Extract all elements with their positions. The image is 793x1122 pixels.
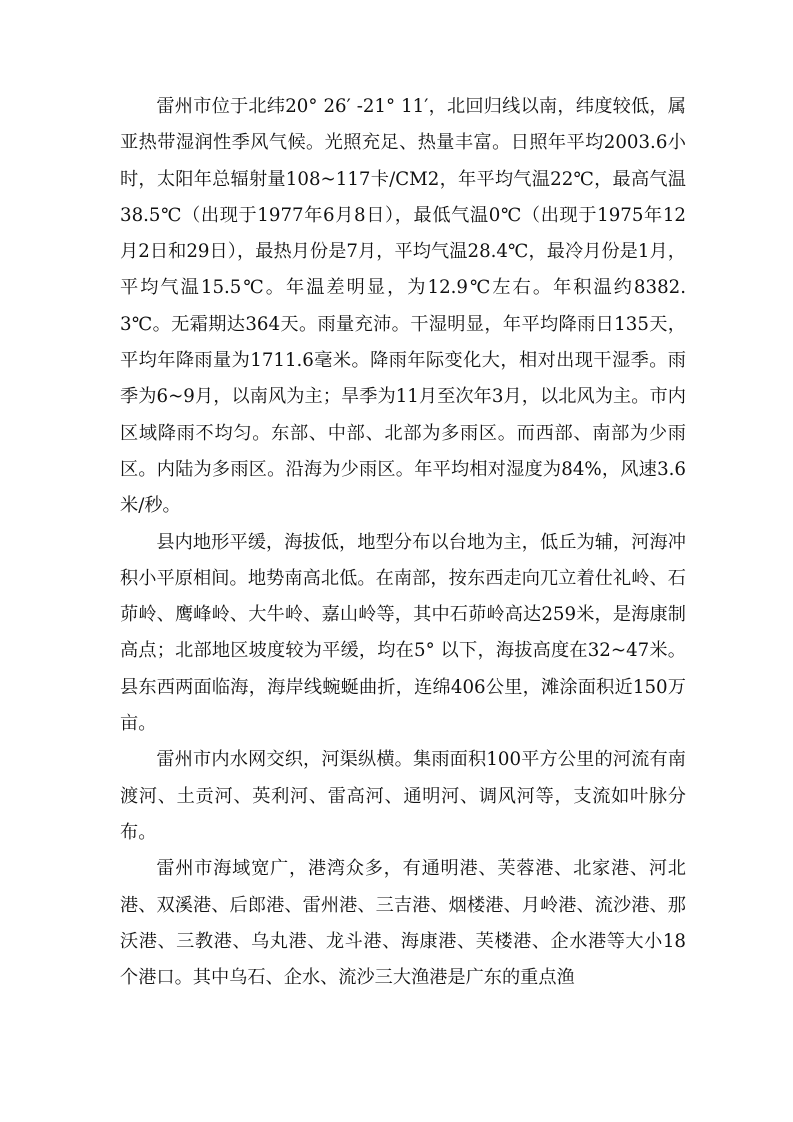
paragraph-terrain: 县内地形平缓，海拔低，地型分布以台地为主，低丘为辅，河海冲积小平原相间。地势南高北低。在南部，按东西走向兀立着仕礼岭、石茆岭、鹰峰岭、大牛岭、嘉山岭等，其中石茆岭高达259米，是海康制高点；北部地区坡度较为平缓，均在5° 以下，海拔高度在32~47米。县东西两面临海，海岸线蜿蜒曲折，连绵406公里，滩涂面积近150万亩。: [120, 531, 686, 735]
document-body: [120, 89, 686, 996]
paragraph-climate: 雷州市位于北纬20° 26′ -21° 11′，北回归线以南，纬度较低，属亚热带湿润性季风气候。光照充足、热量丰富。日照年平均2003.6小时，太阳年总辐射量108~117卡/CM2，年平均气温22℃，最高气温38.5℃（出现于1977年6月8日），最低气温0℃（出现于1975年12月2日和29日），最热月份是7月，平均气温28.4℃，最冷月份是1月，平均气温15.5℃。年温差明显，为12.9℃左右。年积温约8382.3℃。无霜期达364天。雨量充沛。干湿明显，年平均降雨日135天，平均年降雨量为1711.6毫米。降雨年际变化大，相对出现干湿季。雨季为6~9月，以南风为主；旱季为11月至次年3月，以北风为主。市内区域降雨不均匀。东部、中部、北部为多雨区。而西部、南部为少雨区。内陆为多雨区。沿海为少雨区。年平均相对湿度为84%，风速3.6米/秒。: [120, 96, 686, 517]
paragraph-rivers: 雷州市内水网交织，河渠纵横。集雨面积100平方公里的河流有南渡河、土贡河、英利河、雷高河、通明河、调风河等，支流如叶脉分布。: [120, 749, 686, 843]
paragraph-ports: 雷州市海域宽广，港湾众多，有通明港、芙蓉港、北家港、河北港、双溪港、后郎港、雷州港、三吉港、烟楼港、月岭港、流沙港、那沃港、三教港、乌丸港、龙斗港、海康港、芙楼港、企水港等大小18个港口。其中乌石、企水、流沙三大渔港是广东的重点渔: [120, 858, 686, 989]
